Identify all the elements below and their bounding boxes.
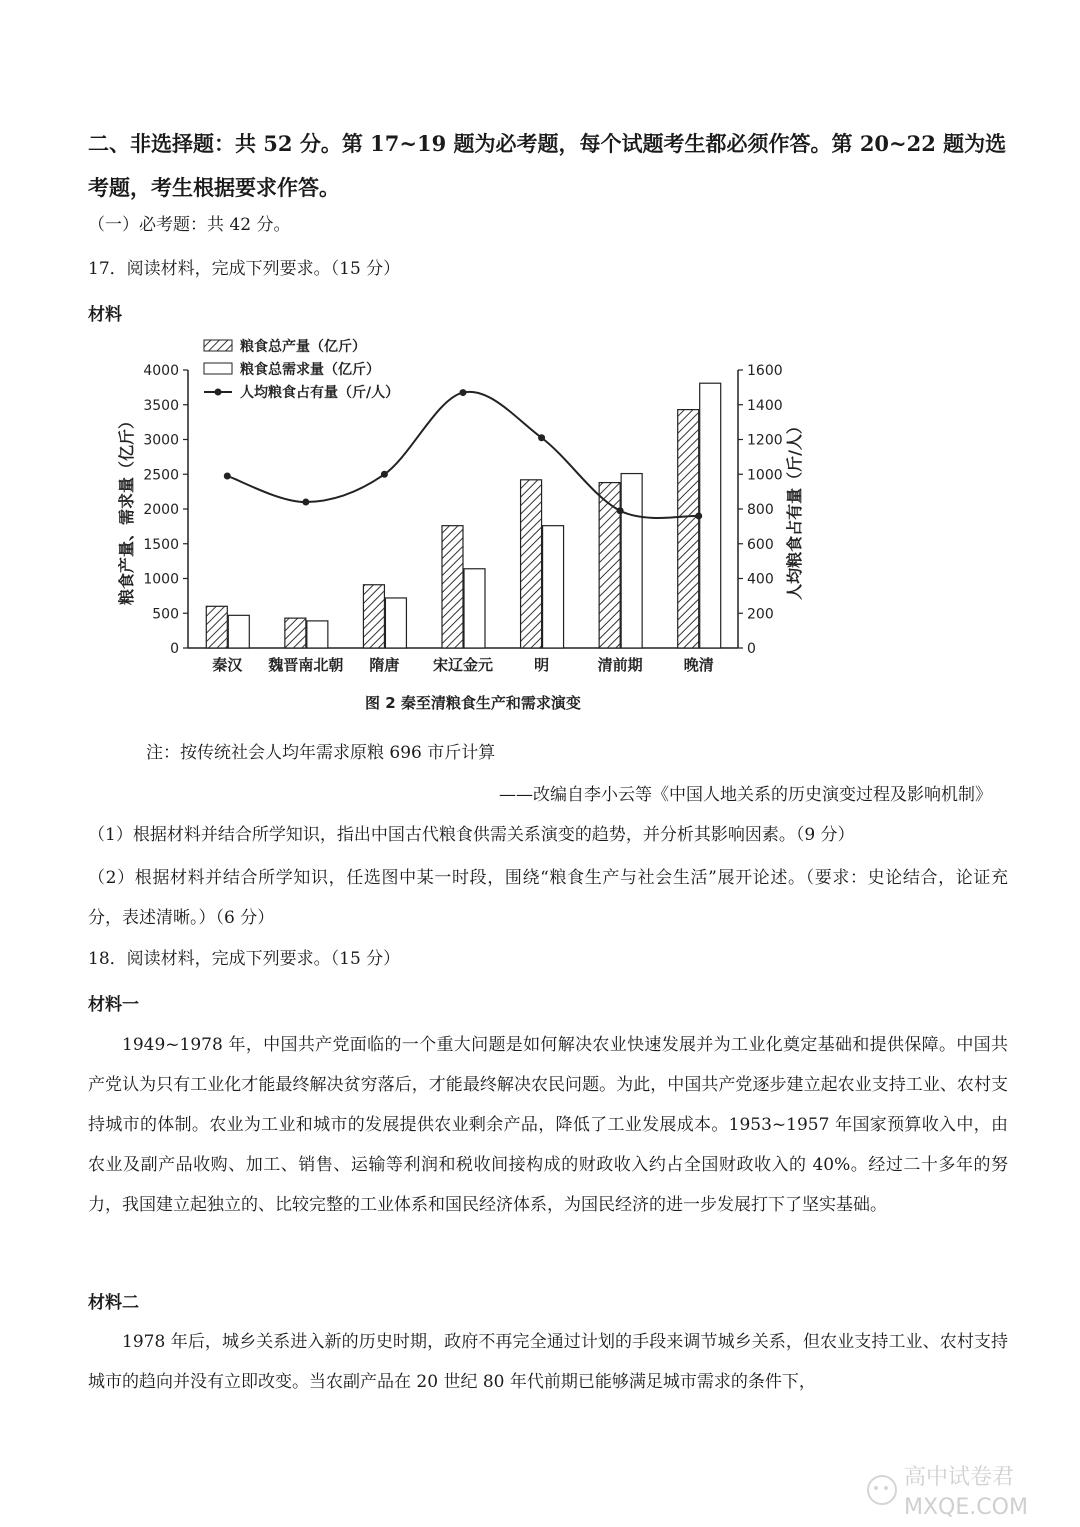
per-capita-point [538, 434, 545, 441]
left-tick-label: 1500 [143, 536, 179, 553]
bar-production [599, 483, 620, 648]
x-tick-label: 晚清 [683, 656, 714, 674]
bar-production [285, 618, 306, 648]
bar-production [678, 410, 699, 648]
x-tick-label: 秦汉 [212, 656, 243, 674]
left-tick-label: 2000 [143, 502, 179, 518]
material-1-label: 材料一 [88, 995, 139, 1015]
per-capita-point [381, 471, 388, 478]
left-tick-label: 500 [152, 606, 179, 623]
x-tick-label: 隋唐 [369, 656, 400, 674]
right-tick-label: 1200 [747, 432, 783, 449]
left-tick-label: 3500 [143, 397, 179, 414]
chart-title: 图 2 秦至清粮食生产和需求演变 [365, 694, 581, 712]
x-tick-label: 明 [534, 656, 550, 674]
y-axis-title: 粮食产量、需求量（亿斤） [117, 412, 136, 606]
bar-demand [464, 569, 485, 648]
legend-label-production: 粮食总产量（亿斤） [240, 339, 366, 355]
left-tick-label: 2500 [143, 467, 179, 484]
question-17-part-2: （2）根据材料并结合所学知识，任选图中某一时段，围绕“粮食生产与社会生活”展开论述。（要求：史论结合，论证充分，表述清晰。）（6 分） [88, 868, 1008, 928]
left-tick-label: 1000 [143, 571, 179, 588]
right-tick-label: 1400 [747, 397, 783, 414]
x-tick-label: 宋辽金元 [432, 656, 494, 674]
bar-production [442, 526, 463, 648]
per-capita-point [224, 472, 231, 479]
per-capita-point [617, 507, 624, 514]
bar-production [521, 480, 542, 648]
legend-swatch-demand [204, 363, 232, 374]
right-tick-label: 1000 [747, 467, 783, 484]
left-tick-label: 3000 [143, 432, 179, 449]
right-tick-label: 0 [747, 641, 756, 657]
material-1-text: 1949~1978 年，中国共产党面临的一个重大问题是如何解决农业快速发展并为工业化奠定基础和提供保障。中国共产党认为只有工业化才能最终解决贫穷落后，才能最终解决农民问题。为此，中国共产党逐步建立起农业支持工业、农村支持城市的体制。农业为工业和城市的发展提供农业剩余产品，降低了工业发展成本。1953~1957 年国家预算收入中，由农业及副产品收购、加工、销售、运输等利润和税收间接构成的财政收入约占全国财政收入的 40%。经过二十多年的努力，我国建立起独立的、比较完整的工业体系和国民经济体系，为国民经济的进一步发展打下了坚实基础。 [88, 1035, 1008, 1215]
per-capita-point [695, 512, 702, 519]
bar-demand [307, 621, 328, 648]
right-tick-label: 200 [747, 606, 774, 623]
watermark-logo [860, 1452, 1060, 1522]
x-tick-label: 魏晋南北朝 [268, 656, 344, 674]
per-capita-point [460, 389, 467, 396]
bar-demand [621, 474, 642, 648]
legend-label-demand: 粮食总需求量（亿斤） [240, 362, 380, 378]
section-heading: 二、非选择题：共 52 分。第 17~19 题为必考题，每个试题考生都必须作答。第 20~22 题为选考题，考生根据要求作答。 [88, 131, 1007, 200]
legend-swatch-production [204, 340, 232, 351]
right-tick-label: 400 [747, 571, 774, 588]
per-capita-point [302, 499, 309, 506]
question-18-title: 18．阅读材料，完成下列要求。（15 分） [88, 949, 401, 969]
chart-note: 注：按传统社会人均年需求原粮 696 市斤计算 [146, 743, 496, 763]
svg-text:MXQE.COM: MXQE.COM [904, 1495, 1028, 1520]
right-tick-label: 800 [747, 502, 774, 518]
svg-text:高中试卷君: 高中试卷君 [904, 1465, 1015, 1490]
x-tick-label: 清前期 [597, 656, 643, 674]
bar-production [363, 585, 384, 648]
material-2-text: 1978 年后，城乡关系进入新的历史时期，政府不再完全通过计划的手段来调节城乡关系，但农业支持工业、农村支持城市的趋向并没有立即改变。当农副产品在 20 世纪 80 年代前期已能够满足城市需求的条件下， [88, 1332, 1008, 1392]
right-tick-label: 1600 [747, 363, 783, 379]
material-2-label: 材料二 [88, 1293, 139, 1313]
right-tick-label: 600 [747, 536, 774, 553]
left-tick-label: 4000 [143, 363, 179, 379]
left-tick-label: 0 [170, 641, 179, 657]
bar-production [206, 606, 227, 648]
grain-chart-svg [110, 330, 804, 722]
grain-chart [110, 330, 804, 722]
question-17-title: 17．阅读材料，完成下列要求。（15 分） [88, 259, 401, 279]
required-part-label: （一）必考题：共 42 分。 [88, 215, 291, 235]
bar-demand [385, 598, 406, 648]
legend-label-per-capita: 人均粮食占有量（斤/人） [240, 385, 400, 401]
bar-demand [543, 526, 564, 648]
y2-axis-title: 人均粮食占有量（斤/人） [785, 418, 804, 600]
legend-marker-per-capita [215, 389, 222, 396]
material-label: 材料 [88, 305, 122, 325]
bar-demand [700, 383, 721, 648]
question-17-part-1: （1）根据材料并结合所学知识，指出中国古代粮食供需关系演变的趋势，并分析其影响因素。（9 分） [88, 825, 855, 845]
chart-source: ——改编自李小云等《中国人地关系的历史演变过程及影响机制》 [499, 785, 992, 805]
bar-demand [228, 615, 249, 648]
